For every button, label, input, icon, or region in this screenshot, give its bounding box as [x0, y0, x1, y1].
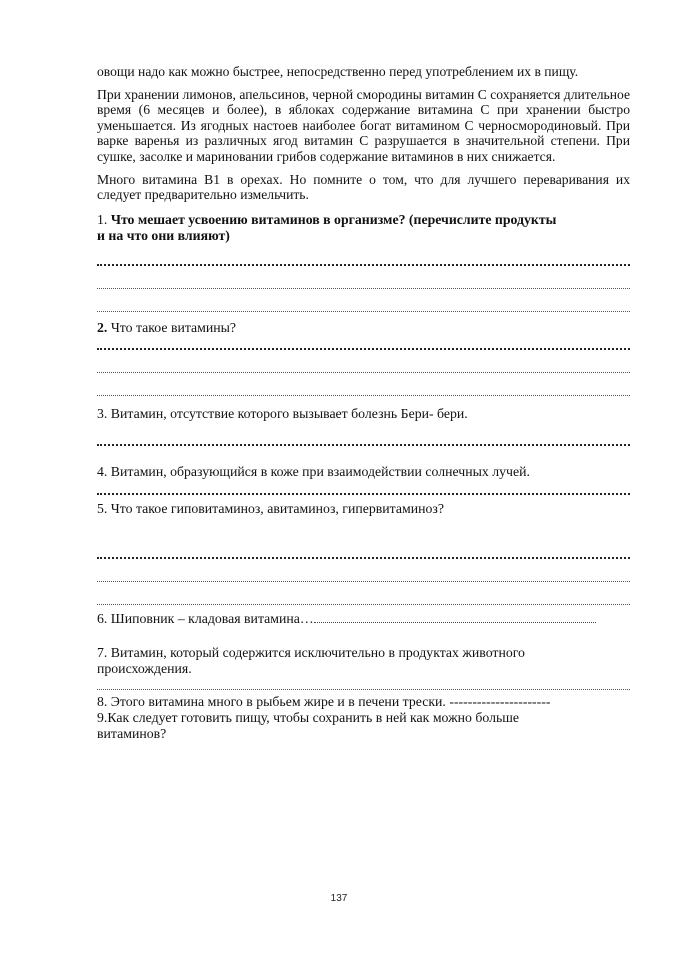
question-9: 9.Как следует готовить пищу, чтобы сохранить в ней как можно больше витаминов? [97, 709, 520, 741]
answer-line[interactable] [97, 334, 630, 350]
answer-line[interactable] [97, 297, 630, 312]
question-1 [97, 212, 567, 244]
question-1-text: Что мешает усвоению витаминов в организме? (перечислите продукты и на что они влияют) [97, 211, 557, 243]
question-3: 3. Витамин, отсутствие которого вызывает болезнь Бери- бери. [97, 405, 468, 421]
answer-line[interactable] [97, 675, 630, 690]
question-8-text: 8. Этого витамина много в рыбьем жире и в печени трески. [97, 693, 446, 709]
answer-inline-dots[interactable] [314, 622, 596, 623]
answer-line[interactable] [97, 430, 630, 446]
paragraph-3: Много витамина В1 в орехах. Но помните о том, что для лучшего переваривания их следует предварительно измельчить. [97, 171, 630, 203]
paragraph-1: овощи надо как можно быстрее, непосредственно перед употреблением их в пищу. [97, 64, 579, 79]
answer-line[interactable] [97, 479, 630, 495]
question-8 [97, 694, 630, 710]
answer-line[interactable] [97, 543, 630, 559]
question-2-number: 2. [97, 319, 108, 335]
answer-line[interactable] [97, 381, 630, 396]
answer-line[interactable] [97, 590, 630, 605]
question-2-text: Что такое витамины? [110, 319, 237, 335]
question-5: 5. Что такое гиповитаминоз, авитаминоз, гипервитаминоз? [97, 500, 444, 516]
answer-line[interactable] [97, 274, 630, 289]
question-6 [97, 611, 630, 627]
answer-line[interactable] [97, 358, 630, 373]
paragraph-2: При хранении лимонов, апельсинов, черной смородины витамин С сохраняется длительное время (6 месяцев и более), в яблоках содержание витамина С при хранении быстро уменьшается. Из ягодных настоев наиболее богат витамином С черносмородиновый. При варке варенья из различных ягод витамин С разрушается в значительной степени. При сушке, засолке и мариновании грибов содержание витаминов в них снижается. [97, 86, 630, 164]
question-4: 4. Витамин, образующийся в коже при взаимодействии солнечных лучей. [97, 463, 530, 479]
question-7: 7. Витамин, который содержится исключительно в продуктах животного происхождения. [97, 644, 525, 676]
question-1-number: 1. [97, 211, 108, 227]
answer-line[interactable] [97, 567, 630, 582]
page-number: 137 [330, 893, 348, 904]
answer-line[interactable] [97, 250, 630, 266]
answer-dash-line[interactable]: ---------------------- [449, 693, 551, 709]
question-6-text: 6. Шиповник – кладовая витамина… [97, 610, 314, 626]
document-page [97, 64, 630, 742]
